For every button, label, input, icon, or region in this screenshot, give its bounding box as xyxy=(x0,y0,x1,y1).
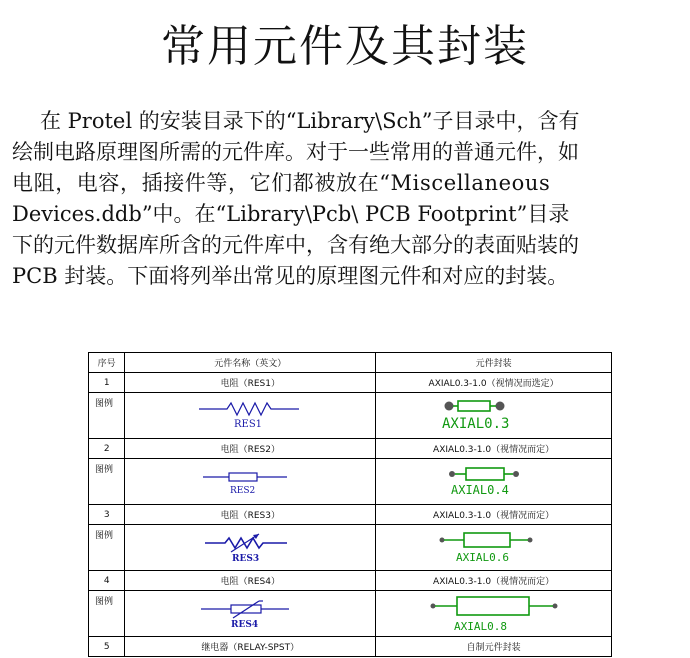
row-package: 自制元件封装 xyxy=(376,637,612,657)
axial03-footprint xyxy=(434,397,554,435)
table-header-row xyxy=(89,353,612,373)
paragraph-line: 在 Protel 的安装目录下的“Library\Sch”子目录中，含有 xyxy=(40,109,580,133)
example-label: 图例 xyxy=(89,393,125,439)
component-package-table xyxy=(88,352,612,657)
table-row xyxy=(89,505,612,525)
axial04-footprint xyxy=(434,463,554,501)
schematic-cell xyxy=(125,525,376,571)
table-example-row xyxy=(89,459,612,505)
row-package: AXIAL0.3-1.0（视情况而定） xyxy=(376,439,612,459)
row-index: 2 xyxy=(89,439,125,459)
row-name: 电阻（RES3） xyxy=(125,505,376,525)
header-name: 元件名称（英文） xyxy=(125,353,376,373)
res4-label: RES4 xyxy=(231,619,259,630)
pcb-cell xyxy=(376,459,612,505)
row-name: 电阻（RES2） xyxy=(125,439,376,459)
res3-label: RES3 xyxy=(232,553,260,564)
row-index: 5 xyxy=(89,637,125,657)
res1-label: RES1 xyxy=(234,418,263,430)
example-label: 图例 xyxy=(89,525,125,571)
example-label: 图例 xyxy=(89,591,125,637)
table-row xyxy=(89,637,612,657)
header-index: 序号 xyxy=(89,353,125,373)
row-package: AXIAL0.3-1.0（视情况而定） xyxy=(376,505,612,525)
paragraph-line: Devices.ddb”中。在“Library\Pcb\ PCB Footprint”目录 xyxy=(12,202,570,226)
res2-schematic-symbol xyxy=(195,464,305,500)
row-name: 电阻（RES1） xyxy=(125,373,376,393)
row-name: 电阻（RES4） xyxy=(125,571,376,591)
axial03-label: AXIAL0.3 xyxy=(441,415,509,432)
example-label: 图例 xyxy=(89,459,125,505)
table-example-row xyxy=(89,591,612,637)
row-index: 4 xyxy=(89,571,125,591)
intro-paragraph xyxy=(12,106,686,292)
paragraph-line: 下的元件数据库所含的元件库中，含有绝大部分的表面贴装的 xyxy=(12,233,579,257)
schematic-cell xyxy=(125,393,376,439)
pcb-cell xyxy=(376,591,612,637)
paragraph-line: 绘制电路原理图所需的元件库。对于一些常用的普通元件，如 xyxy=(12,140,579,164)
row-package: AXIAL0.3-1.0（视情况而选定） xyxy=(376,373,612,393)
table-row xyxy=(89,571,612,591)
res3-schematic-symbol xyxy=(195,530,305,566)
res2-label: RES2 xyxy=(230,485,256,496)
axial08-label: AXIAL0.8 xyxy=(453,619,507,633)
pcb-cell xyxy=(376,525,612,571)
row-package: AXIAL0.3-1.0（视情况而定） xyxy=(376,571,612,591)
header-package: 元件封装 xyxy=(376,353,612,373)
table-row xyxy=(89,373,612,393)
page-title: 常用元件及其封装 xyxy=(161,21,529,72)
schematic-cell xyxy=(125,459,376,505)
row-index: 1 xyxy=(89,373,125,393)
paragraph-line: 电阻，电容，插接件等，它们都被放在“Miscellaneous xyxy=(12,171,551,195)
table-example-row xyxy=(89,393,612,439)
row-name: 继电器（RELAY-SPST） xyxy=(125,637,376,657)
res4-schematic-symbol xyxy=(195,596,305,632)
axial04-label: AXIAL0.4 xyxy=(450,482,509,497)
axial08-footprint xyxy=(429,594,559,634)
paragraph-line: PCB 封装。下面将列举出常见的原理图元件和对应的封装。 xyxy=(12,264,569,288)
pcb-cell xyxy=(376,393,612,439)
res1-schematic-symbol xyxy=(195,398,305,434)
schematic-cell xyxy=(125,591,376,637)
row-index: 3 xyxy=(89,505,125,525)
table-example-row xyxy=(89,525,612,571)
axial06-label: AXIAL0.6 xyxy=(455,550,509,564)
axial06-footprint xyxy=(434,529,554,567)
table-row xyxy=(89,439,612,459)
